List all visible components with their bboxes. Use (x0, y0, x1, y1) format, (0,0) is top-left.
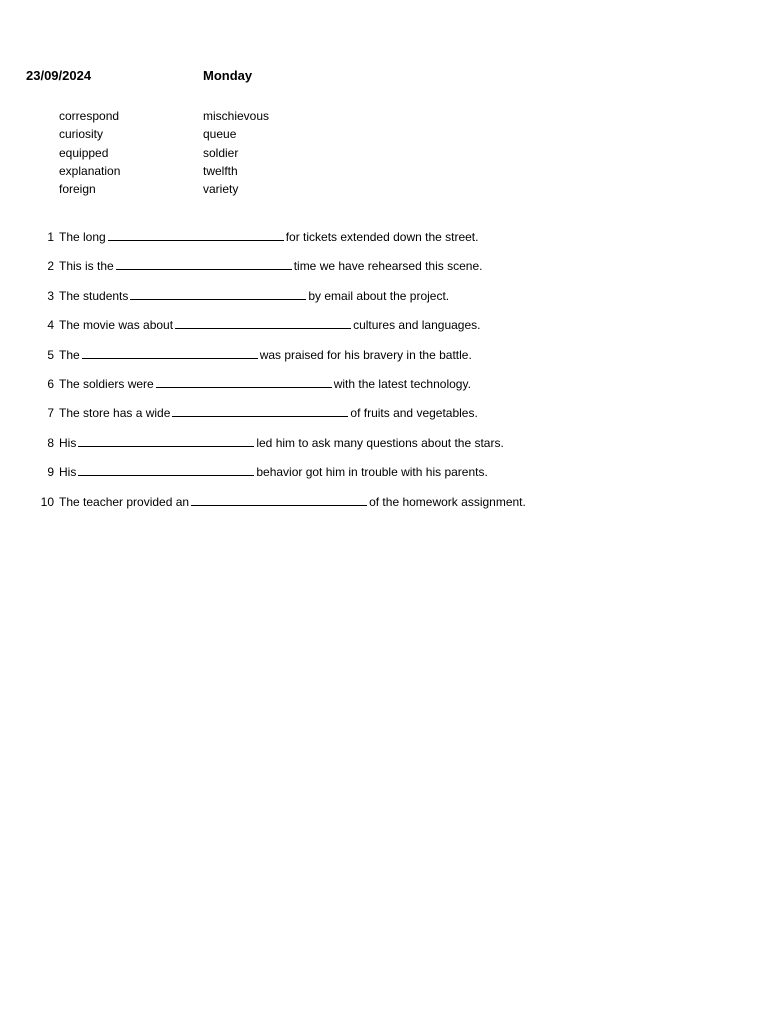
sentence-before-blank: The students (59, 288, 129, 303)
word-bank-item: explanation (59, 163, 121, 178)
worksheet-day: Monday (203, 68, 253, 83)
word-bank-item: twelfth (203, 163, 238, 178)
answer-blank[interactable] (156, 376, 332, 388)
sentence-after-blank: time we have rehearsed this scene. (293, 259, 483, 274)
answer-blank[interactable] (78, 435, 254, 447)
sentence-after-blank: of fruits and vegetables. (350, 406, 478, 421)
sentence-number: 3 (47, 288, 54, 303)
word-bank-item: variety (203, 182, 239, 197)
sentence-number: 7 (47, 406, 54, 421)
sentence-after-blank: by email about the project. (308, 288, 450, 303)
sentence-number: 1 (47, 230, 54, 244)
sentence-number: 4 (47, 318, 54, 333)
answer-blank[interactable] (78, 464, 254, 476)
sentence-before-blank: The (59, 347, 80, 362)
word-bank-item: correspond (59, 109, 120, 123)
sentence-number: 10 (40, 494, 54, 509)
word-bank-item: soldier (203, 145, 239, 160)
sentence-after-blank: led him to ask many questions about the stars. (256, 435, 504, 450)
sentence-before-blank: His (59, 465, 77, 480)
answer-blank[interactable] (191, 494, 367, 506)
worksheet-date: 23/09/2024 (26, 68, 92, 83)
word-bank-left-column (59, 107, 120, 198)
word-bank-item: mischievous (203, 109, 270, 123)
sentence-before-blank: His (59, 435, 77, 450)
sentence-after-blank: of the homework assignment. (369, 494, 526, 509)
sentence-before-blank: The store has a wide (59, 406, 171, 421)
sentence-after-blank: cultures and languages. (353, 318, 481, 333)
word-bank-item: curiosity (59, 127, 104, 142)
answer-blank[interactable] (116, 258, 292, 270)
sentence-after-blank: was praised for his bravery in the battle. (259, 347, 472, 362)
sentence-before-blank: The soldiers were (59, 376, 154, 391)
answer-blank[interactable] (82, 347, 258, 359)
sentence-number: 9 (47, 465, 54, 480)
answer-blank[interactable] (172, 405, 348, 417)
sentence-number: 6 (47, 376, 54, 391)
sentence-after-blank: behavior got him in trouble with his parents. (256, 465, 488, 480)
word-bank-right-column (203, 107, 269, 198)
sentence-number: 5 (47, 347, 54, 362)
sentence-before-blank: The long (59, 230, 106, 244)
sentence-number: 8 (47, 435, 54, 450)
answer-blank[interactable] (175, 317, 351, 329)
sentence-number: 2 (47, 259, 54, 274)
sentence-after-blank: for tickets extended down the street. (285, 230, 479, 244)
sentence-before-blank: The movie was about (59, 318, 174, 333)
word-bank-item: foreign (59, 182, 96, 197)
sentence-before-blank: This is the (59, 259, 114, 274)
sentence-after-blank: with the latest technology. (333, 376, 471, 391)
answer-blank[interactable] (130, 288, 306, 300)
answer-blank[interactable] (108, 229, 284, 241)
word-bank-item: equipped (59, 145, 109, 160)
sentence-before-blank: The teacher provided an (59, 494, 190, 509)
word-bank-item: queue (203, 127, 237, 142)
